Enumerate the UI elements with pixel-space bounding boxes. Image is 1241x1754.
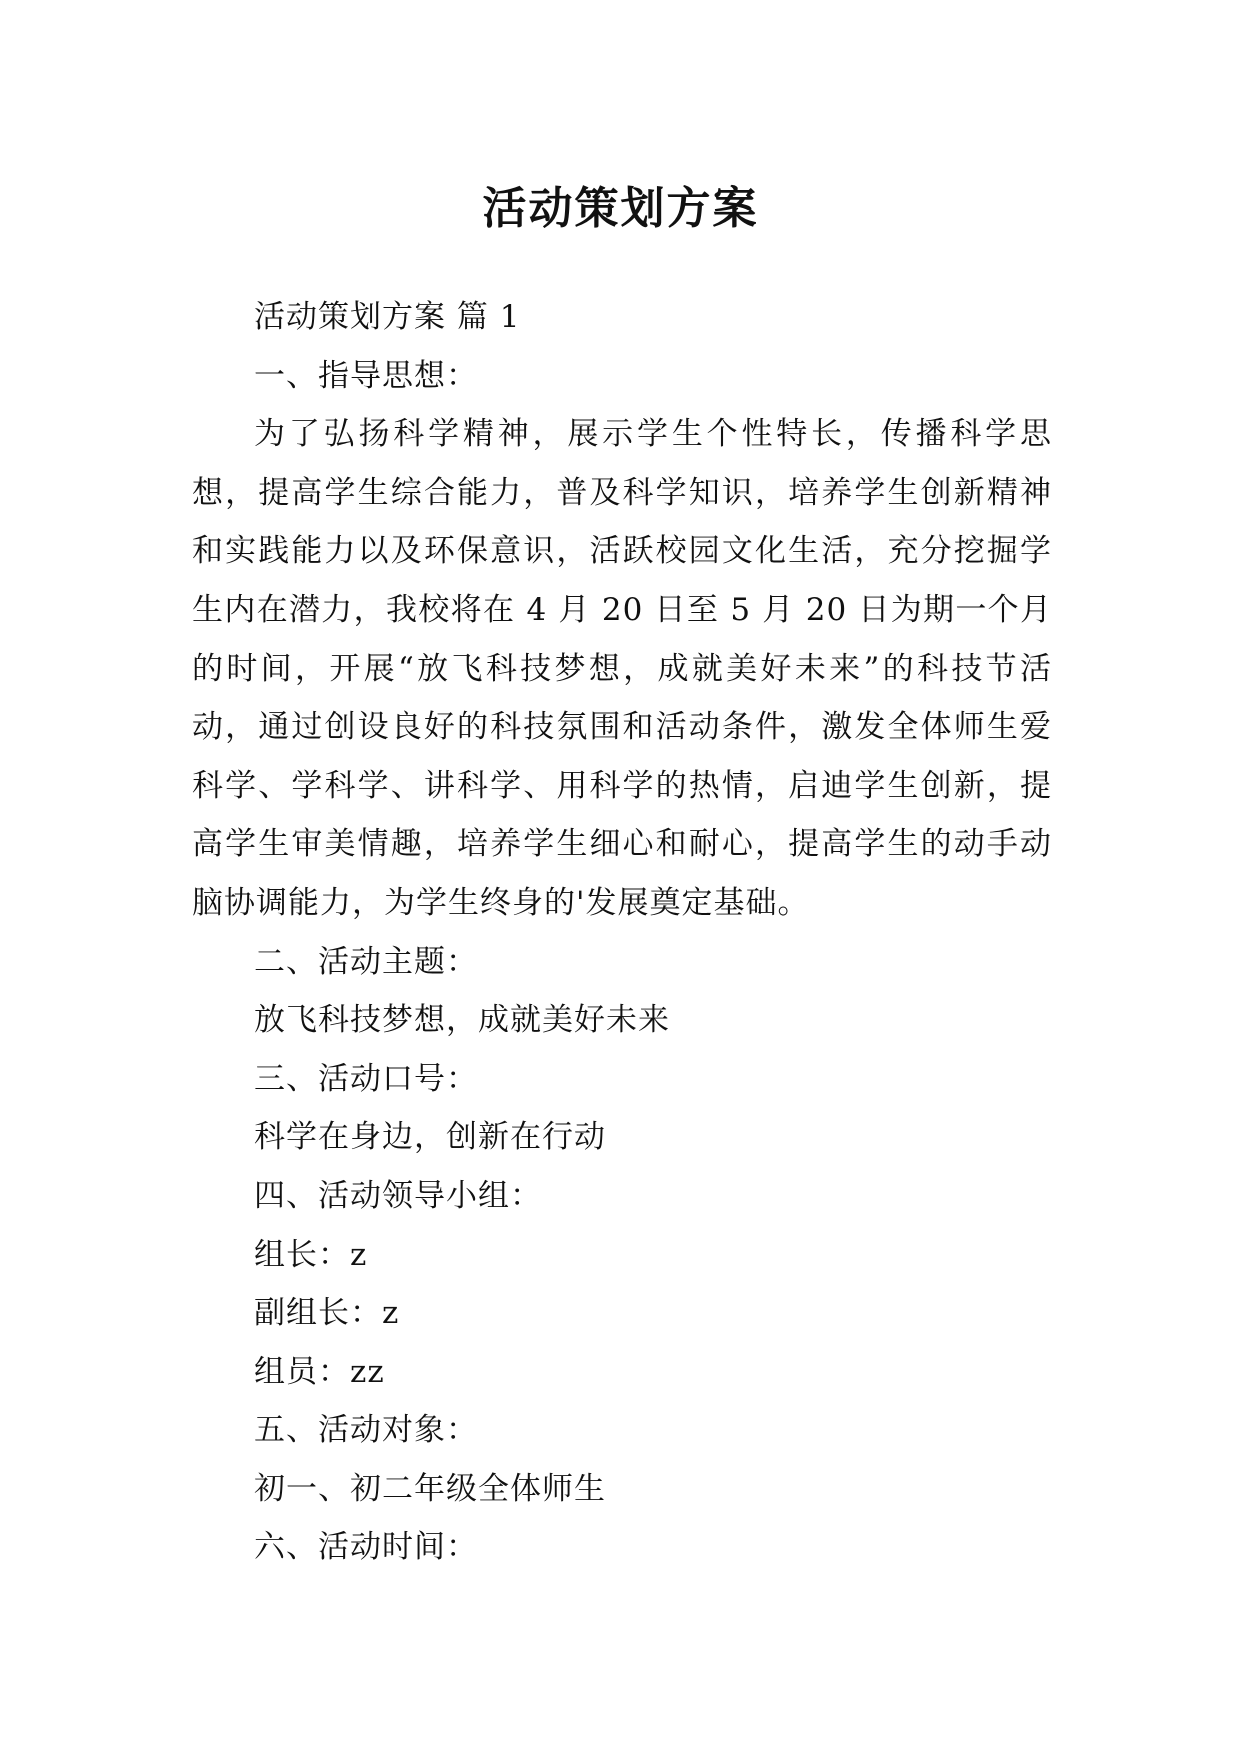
section-heading-guiding-thought: 一、指导思想：	[254, 357, 478, 394]
target-text: 初一、初二年级全体师生	[254, 1470, 606, 1507]
document-body	[192, 288, 1052, 1577]
section-heading-target: 五、活动对象：	[254, 1412, 478, 1449]
theme-text: 放飞科技梦想，成就美好未来	[254, 1002, 670, 1039]
leader-line: 组长：z	[254, 1236, 368, 1273]
guiding-thought-paragraph: 为了弘扬科学精神，展示学生个性特长，传播科学思想，提高学生综合能力，普及科学知识，培养学生创新精神和实践能力以及环保意识，活跃校园文化生活，充分挖掘学生内在潜力，我校将在 4 月 20 日至 5 月 20 日为期一个月的时间，开展“放飞科技梦想，成就美好未来”的科技节活动，通过创设良好的科技氛围和活动条件，激发全体师生爱科学、学科学、讲科学、用科学的热情，启迪学生创新，提高学生审美情趣，培养学生细心和耐心，提高学生的动手动脑协调能力，为学生终身的'发展奠定基础。	[192, 416, 1052, 921]
page-title: 活动策划方案	[482, 183, 759, 235]
slogan-text: 科学在身边，创新在行动	[254, 1119, 606, 1156]
section-heading-time: 六、活动时间：	[254, 1529, 478, 1566]
members-line: 组员：zz	[254, 1353, 385, 1390]
deputy-leader-line: 副组长：z	[254, 1295, 400, 1332]
section-heading-leadership: 四、活动领导小组：	[254, 1177, 542, 1214]
section-heading-slogan: 三、活动口号：	[254, 1060, 478, 1097]
article-subtitle: 活动策划方案 篇 1	[254, 299, 521, 335]
section-heading-theme: 二、活动主题：	[254, 943, 478, 980]
